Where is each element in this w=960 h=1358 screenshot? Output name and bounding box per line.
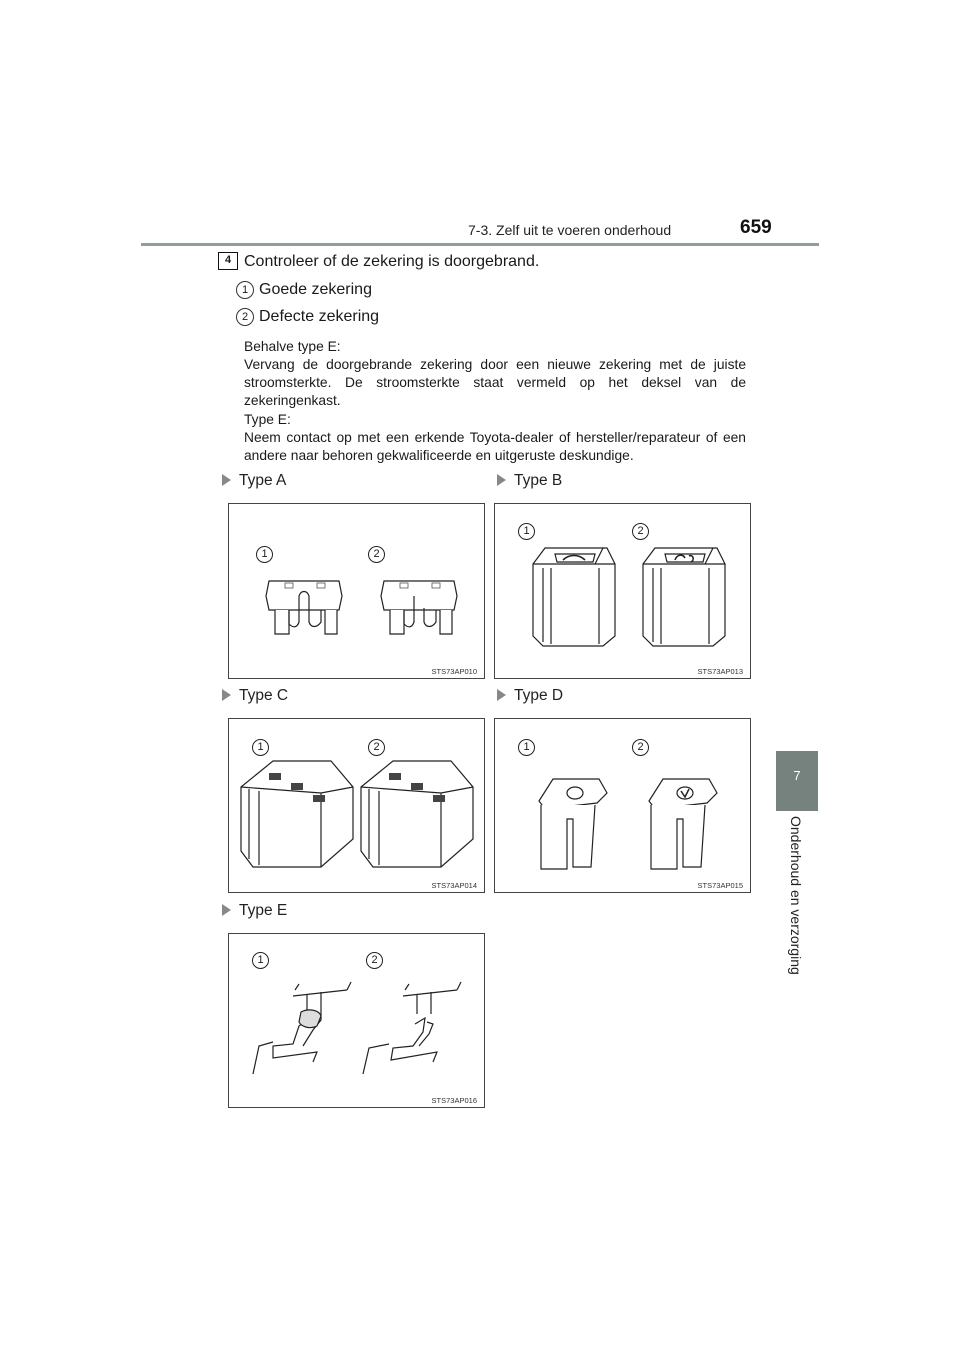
note-type-e [244, 411, 746, 465]
figure-type-d [494, 718, 751, 893]
marker-good: 1 [256, 546, 273, 563]
figure-code: STS73AP013 [697, 667, 743, 676]
step-item-blown-fuse [236, 308, 379, 326]
item-number-circle: 2 [236, 308, 254, 326]
step-number-box: 4 [218, 252, 238, 270]
note-heading: Type E: [244, 412, 291, 427]
figure-code: STS73AP010 [431, 667, 477, 676]
marker-good: 1 [252, 952, 269, 969]
figure-code: STS73AP014 [431, 881, 477, 890]
arrow-icon [222, 904, 231, 916]
marker-blown: 2 [366, 952, 383, 969]
item-label: Goede zekering [259, 281, 372, 298]
note-text: Neem contact op met een erkende Toyota-dealer of hersteller/reparateur of een andere naar behoren gekwalificeerde en uitgeruste deskundige. [244, 430, 746, 463]
marker-blown: 2 [632, 523, 649, 540]
marker-blown: 2 [368, 739, 385, 756]
figure-code: STS73AP015 [697, 881, 743, 890]
fuse-type-a-illustration [229, 504, 486, 680]
arrow-icon [497, 689, 506, 701]
note-text: Vervang de doorgebrande zekering door een nieuwe zekering met de juiste stroomsterkte. De stroomsterkte staat vermeld op het deksel van de zekeringenkast. [244, 357, 746, 408]
item-label: Defecte zekering [259, 308, 380, 325]
arrow-icon [222, 689, 231, 701]
section-title: 7-3. Zelf uit te voeren onderhoud [468, 222, 672, 238]
type-c-label: Type C [222, 687, 288, 705]
figure-code: STS73AP016 [431, 1096, 477, 1105]
type-a-label: Type A [222, 472, 286, 490]
figure-type-a [228, 503, 485, 679]
figure-type-e [228, 933, 485, 1108]
figure-type-b [494, 503, 751, 679]
note-heading: Behalve type E: [244, 339, 341, 354]
figure-type-c [228, 718, 485, 893]
arrow-icon [222, 474, 231, 486]
marker-good: 1 [518, 739, 535, 756]
item-number-circle: 1 [236, 281, 254, 299]
marker-blown: 2 [632, 739, 649, 756]
header-rule [141, 243, 819, 246]
chapter-title: Onderhoud en verzorging [788, 816, 804, 975]
note-except-type-e [244, 338, 746, 410]
marker-good: 1 [518, 523, 535, 540]
type-b-label: Type B [497, 472, 562, 490]
chapter-tab [776, 751, 818, 811]
marker-good: 1 [252, 739, 269, 756]
step-text: Controleer of de zekering is doorgebrand. [244, 253, 540, 270]
step-item-good-fuse [236, 281, 372, 299]
arrow-icon [497, 474, 506, 486]
marker-blown: 2 [368, 546, 385, 563]
type-d-label: Type D [497, 687, 563, 705]
page-number: 659 [740, 217, 772, 238]
chapter-side-label [784, 816, 810, 986]
type-e-label: Type E [222, 902, 287, 920]
chapter-number: 7 [793, 768, 801, 783]
